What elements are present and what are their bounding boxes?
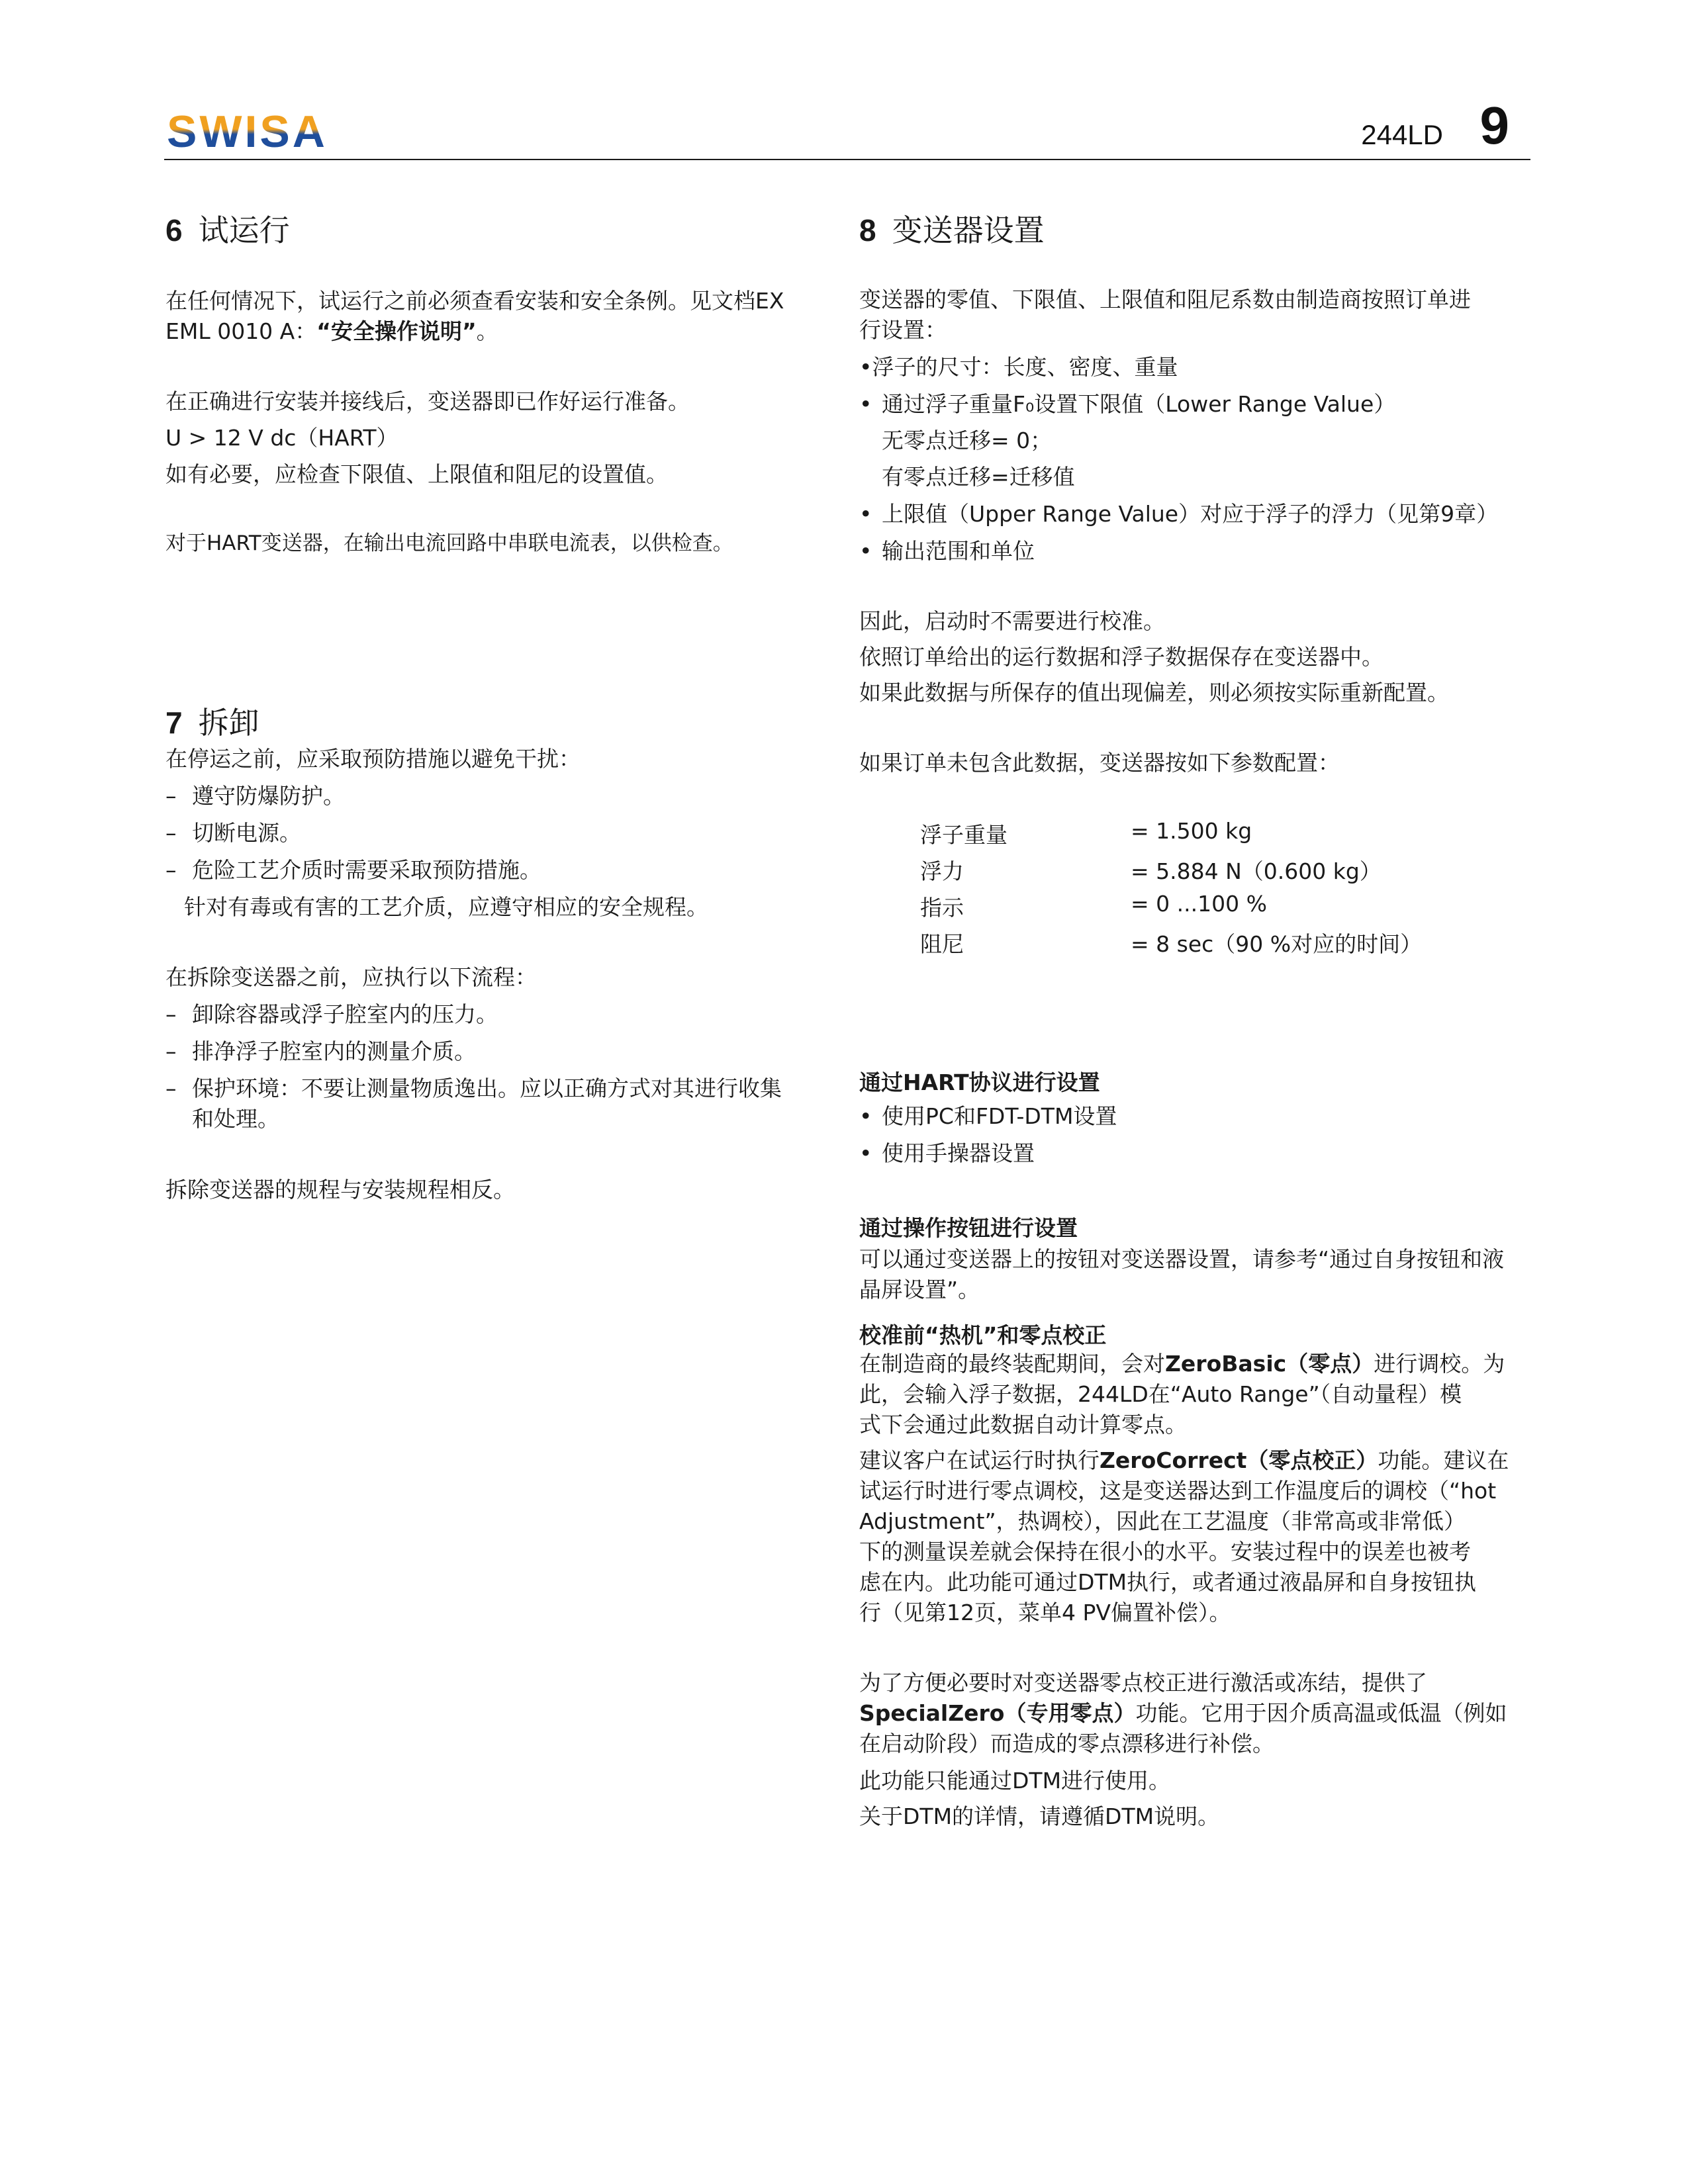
list-item-continuation: 和处理。 xyxy=(192,1106,279,1132)
list-item-text: 危险工艺介质时需要采取预防措施。 xyxy=(192,857,541,883)
zerobasic-term: ZeroBasic（零点） xyxy=(1165,1351,1374,1377)
logo-text: SWISA xyxy=(167,107,328,154)
param-label: 阻尼 xyxy=(920,931,964,957)
bullet-marker: • xyxy=(859,538,872,564)
s8-paragraph-5: 如果订单未包含此数据，变送器按如下参数配置： xyxy=(859,750,1340,776)
s7-intro-2: 在拆除变送器之前，应执行以下流程： xyxy=(165,964,537,990)
param-label: 浮子重量 xyxy=(920,822,1008,848)
list-item-text: 使用手操器设置 xyxy=(882,1140,1035,1166)
list-subitem: 有零点迁移=迁移值 xyxy=(882,464,1075,490)
bullet-marker: • xyxy=(859,1140,872,1166)
param-label: 指示 xyxy=(920,895,964,921)
section-title: 试运行 xyxy=(198,212,290,248)
model-number: 244LD xyxy=(1361,119,1443,150)
text-run: 功能。建议在 xyxy=(1378,1447,1509,1473)
text-run: 建议客户在试运行时执行 xyxy=(859,1447,1100,1473)
param-value: = 1.500 kg xyxy=(1131,818,1252,844)
logo-graphic xyxy=(165,107,338,154)
s6-paragraph-4: 如有必要，应检查下限值、上限值和阻尼的设置值。 xyxy=(165,461,668,487)
button-setup-heading: 通过操作按钮进行设置 xyxy=(859,1215,1078,1241)
text-run: 功能。它用于因介质高温或低温（例如 xyxy=(1135,1700,1507,1726)
s8-paragraph-2: 因此，启动时不需要进行校准。 xyxy=(859,608,1165,634)
button-setup-line-1: 可以通过变送器上的按钮对变送器设置，请参考“通过自身按钮和液 xyxy=(859,1246,1505,1272)
zero-para-a-line-2: 此，会输入浮子数据，244LD在“Auto Range”（自动量程）模 xyxy=(859,1381,1462,1407)
s8-paragraph-4: 如果此数据与所保存的值出现偏差，则必须按实际重新配置。 xyxy=(859,680,1449,705)
hart-setup-heading: 通过HART协议进行设置 xyxy=(859,1069,1100,1095)
swisa-logo xyxy=(165,107,338,154)
header-divider xyxy=(164,159,1530,160)
section-number: 7 xyxy=(165,705,183,740)
s8-paragraph-3: 依照订单给出的运行数据和浮子数据保存在变送器中。 xyxy=(859,644,1383,670)
s8-paragraph-1-line-1: 变送器的零值、下限值、上限值和阻尼系数由制造商按照订单进 xyxy=(859,287,1471,312)
list-item-text: 通过浮子重量F₀设置下限值（Lower Range Value） xyxy=(882,391,1396,417)
param-value: = 5.884 N（0.600 kg） xyxy=(1131,858,1382,884)
param-value: = 8 sec（90 %对应的时间） xyxy=(1131,931,1423,957)
zero-para-b-line-6: 行（见第12页，菜单4 PV偏置补偿）。 xyxy=(859,1600,1231,1625)
dash-marker: – xyxy=(165,1038,177,1064)
zero-para-a-line-1 xyxy=(859,1349,1505,1379)
dash-marker: – xyxy=(165,1001,177,1027)
list-item-text: 卸除容器或浮子腔室内的压力。 xyxy=(192,1001,498,1027)
list-item-text: 遵守防爆防护。 xyxy=(192,783,345,809)
dash-marker: – xyxy=(165,820,177,846)
s7-closing: 拆除变送器的规程与安装规程相反。 xyxy=(165,1177,515,1203)
zero-para-c-line-3: 在启动阶段）而造成的零点漂移进行补偿。 xyxy=(859,1731,1274,1756)
section-8-heading xyxy=(859,206,1045,250)
zero-para-b-line-5: 虑在内。此功能可通过DTM执行，或者通过液晶屏和自身按钮执 xyxy=(859,1569,1477,1595)
section-7-heading xyxy=(165,699,259,743)
s6-paragraph-1-line-2 xyxy=(165,316,498,347)
zero-para-c-line-5: 关于DTM的详情，请遵循DTM说明。 xyxy=(859,1803,1220,1829)
text-run: 在制造商的最终装配期间，会对 xyxy=(859,1351,1165,1377)
s8-paragraph-1-line-2: 行设置： xyxy=(859,317,947,343)
dash-marker: – xyxy=(165,1075,177,1101)
punctuation: 。 xyxy=(476,318,498,344)
dash-marker: – xyxy=(165,857,177,883)
s6-paragraph-1-line-1: 在任何情况下，试运行之前必须查看安装和安全条例。见文档EX xyxy=(165,288,784,314)
section-6-heading xyxy=(165,206,290,250)
specialzero-term: SpecialZero（专用零点） xyxy=(859,1700,1136,1726)
param-label: 浮力 xyxy=(920,858,964,884)
section-number: 6 xyxy=(165,213,183,248)
doc-title: “安全操作说明” xyxy=(316,318,477,344)
zero-para-b-line-4: 下的测量误差就会保持在很小的水平。安装过程中的误差也被考 xyxy=(859,1539,1471,1565)
page-header xyxy=(165,96,1529,160)
bullet-marker: • xyxy=(859,501,872,527)
s6-paragraph-5: 对于HART变送器，在输出电流回路中串联电流表，以供检查。 xyxy=(165,531,733,555)
zero-para-b-line-1 xyxy=(859,1445,1509,1476)
list-subitem: 无零点迁移= 0； xyxy=(882,428,1053,453)
s7-intro: 在停运之前，应采取预防措施以避免干扰： xyxy=(165,746,581,772)
list-item-text: 上限值（Upper Range Value）对应于浮子的浮力（见第9章） xyxy=(882,501,1499,527)
s6-voltage-requirement: U > 12 V dc（HART） xyxy=(165,425,399,451)
button-setup-line-2: 晶屏设置”。 xyxy=(859,1277,980,1302)
zero-para-b-line-2: 试运行时进行零点调校，这是变送器达到工作温度后的调校（“hot xyxy=(859,1478,1497,1504)
zero-para-b-line-3: Adjustment”，热调校），因此在工艺温度（非常高或非常低） xyxy=(859,1508,1466,1534)
param-value: = 0 ...100 % xyxy=(1131,891,1267,917)
bullet-marker: • xyxy=(859,391,872,417)
zero-para-a-line-3: 式下会通过此数据自动计算零点。 xyxy=(859,1412,1187,1437)
zero-para-c-line-4: 此功能只能通过DTM进行使用。 xyxy=(859,1768,1171,1794)
list-item-text: 排净浮子腔室内的测量介质。 xyxy=(192,1038,476,1064)
zero-para-c-line-1: 为了方便必要时对变送器零点校正进行激活或冻结，提供了 xyxy=(859,1670,1427,1696)
section-title: 拆卸 xyxy=(198,705,259,741)
page-number: 9 xyxy=(1479,96,1509,155)
list-item-text: 切断电源。 xyxy=(192,820,301,846)
text-run: 进行调校。为 xyxy=(1374,1351,1505,1377)
float-dimensions-line: •浮子的尺寸：长度、密度、重量 xyxy=(859,354,1178,380)
list-item-text: 输出范围和单位 xyxy=(882,538,1035,564)
dash-marker: – xyxy=(165,783,177,809)
list-item-text: 使用PC和FDT-DTM设置 xyxy=(882,1103,1117,1129)
section-number: 8 xyxy=(859,213,876,248)
zero-calibration-heading: 校准前“热机”和零点校正 xyxy=(859,1322,1107,1348)
section-title: 变送器设置 xyxy=(892,212,1045,248)
list-item-text: 保护环境：不要让测量物质逸出。应以正确方式对其进行收集 xyxy=(192,1075,782,1101)
s7-toxic-note: 针对有毒或有害的工艺介质，应遵守相应的安全规程。 xyxy=(184,894,708,920)
zerocorrect-term: ZeroCorrect（零点校正） xyxy=(1100,1447,1378,1473)
doc-reference: EML 0010 A： xyxy=(165,318,317,344)
bullet-marker: • xyxy=(859,1103,872,1129)
s6-paragraph-2: 在正确进行安装并接线后，变送器即已作好运行准备。 xyxy=(165,388,690,414)
zero-para-c-line-2 xyxy=(859,1698,1507,1729)
